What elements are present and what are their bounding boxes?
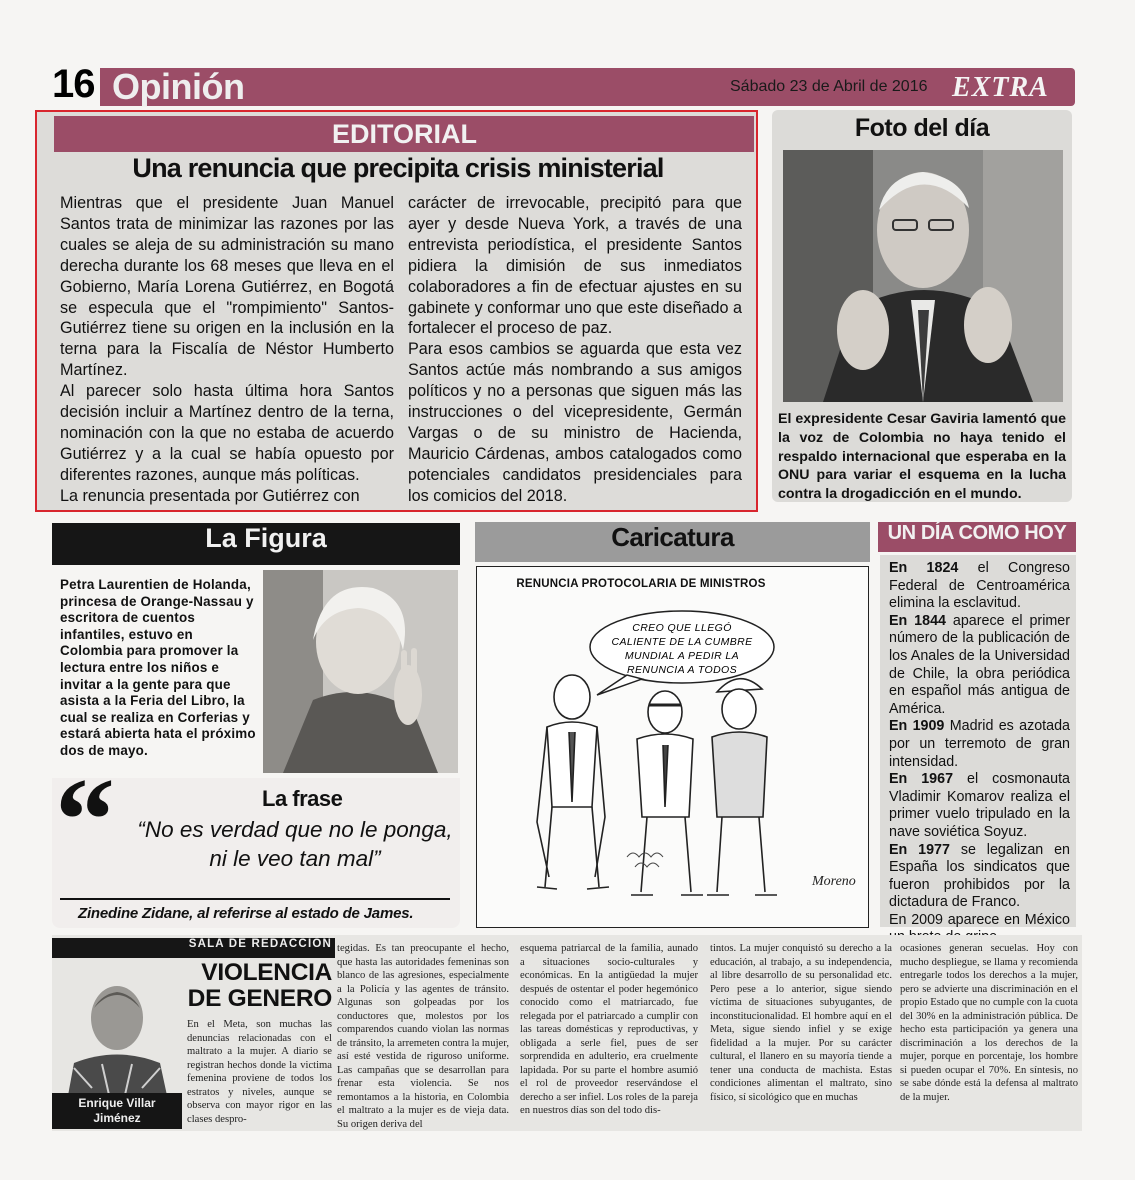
entry-year: En 1967 <box>889 771 954 788</box>
man-speaking-photo <box>783 150 1063 402</box>
cartoonist-signature: Moreno <box>812 874 856 889</box>
entry-year: En 1844 <box>889 612 946 629</box>
sala-headline-line: VIOLENCIA <box>201 959 332 986</box>
la-frase-author: Zinedine Zidane, al referirse al estado de James. <box>78 905 414 922</box>
columnist-name-line: Enrique Villar <box>78 1096 156 1110</box>
list-item <box>889 560 1070 613</box>
divider <box>60 898 450 900</box>
list-item <box>889 771 1070 841</box>
un-dia-como-hoy-title: UN DÍA COMO HOY <box>887 522 1067 544</box>
bubble-line: RENUNCIA A TODOS <box>626 664 738 676</box>
entry-year: En 1824 <box>889 560 959 576</box>
photo-of-day-caption: El expresidente Cesar Gaviria lamentó que la voz de Colombia no haya tenido el respaldo internacional que esperaba en la ONU para variar el esquema en la lucha contra la drogadicción en el mundo. <box>778 411 1066 503</box>
photo-of-day-title: Foto del día <box>854 114 990 142</box>
bubble-line: CALIENTE DE LA CUMBRE <box>611 636 753 648</box>
woman-waving-photo <box>263 570 458 773</box>
editorial-column-2 <box>408 193 742 507</box>
entry-text: el cosmonauta Vladimir Komarov realiza el primer vuelo tripulado en la nave soviética Soyuz. <box>889 771 1070 840</box>
sala-headline <box>170 960 332 1012</box>
sala-column: esquema patriarcal de la familia, aunado a situaciones socio-culturales y económicas. En la antigüedad la mujer después de ostentar el poder hegemónico conocido como el matriarcado, fue relegada por el patriarcado a cumplir con las tareas domésticas y reproductivas, y obligada a serle fiel, pues de ser sorprendida en adulterio, era cruelmente lapidada. Por su parte el hombre asumió el rol de proveedor reservándose el derecho a ser infiel. Los roles de la pareja en nuestros días son del todo dis- <box>520 943 698 1116</box>
editorial-paragraph: Al parecer solo hasta última hora Santos decisión incluir a Martínez dentro de la terna, nominación con la que no estaba de acuerdo Gutiérrez y a la cual se había opuesto por diferentes razones, aunque más políticas. <box>60 382 394 484</box>
columnist-name-line: Jiménez <box>93 1111 141 1125</box>
caricatura-frame <box>476 566 869 928</box>
la-figura-title: La Figura <box>205 523 327 553</box>
publication-date: Sábado 23 de Abril de 2016 <box>730 78 928 95</box>
un-dia-como-hoy-list <box>889 560 1070 947</box>
page-number: 16 <box>52 62 95 106</box>
editorial-paragraph: Mientras que el presidente Juan Manuel Santos trata de minimizar las razones por las cuales se aleja de su administración su mano derecha durante los 68 meses que lleva en el Gobierno, María Lorena Gutiérrez, en Bogotá se especula que el "rompimiento" Santos-Gutiérrez tiene su origen en la inclusión en la terna para la Fiscalía de Néstor Humberto Martínez. <box>60 194 394 380</box>
entry-text: Madrid es azotada por un terremoto de gran intensidad. <box>889 718 1071 770</box>
editorial-paragraph: Para esos cambios se aguarda que esta vez Santos actúe más nombrando a sus amigos políticos y no a personas que siguen más las instrucciones o del vicepresidente, Germán Vargas o de su ministro de Hacienda, Mauricio Cárdenas, ambos catalogados como potenciales candidatos presidenciales para los comicios del 2018. <box>408 340 742 505</box>
sala-label: SALA DE REDACCIÓN <box>188 938 332 950</box>
sala-headline-line: DE GENERO <box>187 985 332 1012</box>
columnist-name <box>52 1096 182 1126</box>
section-title: Opinión <box>112 66 245 107</box>
bubble-line: MUNDIAL A PEDIR LA <box>624 650 740 662</box>
la-figura-text: Petra Laurentien de Holanda, princesa de Orange-Nassau y escritora de cuentos infantiles, estuvo en Colombia para promover la lectura entre los niños e invitar a la gente para que asista a la Feria del Libro, la cual se realiza en Corferias y estará abierta hata el próximo dos de mayo. <box>60 577 256 758</box>
quote-mark-icon: “ <box>55 753 105 886</box>
header-bar <box>100 68 1075 106</box>
la-frase-quote: “No es verdad que no le ponga, ni le veo tan mal” <box>137 817 453 871</box>
editorial-label: EDITORIAL <box>332 119 478 149</box>
list-item <box>889 718 1070 771</box>
editorial-column-1 <box>60 193 394 507</box>
entry-year: En 1977 <box>889 841 950 858</box>
caricatura-title: Caricatura <box>611 522 734 552</box>
sala-column: tintos. La mujer conquistó su derecho a la educación, al trabajo, a su independencia, al libre desarrollo de su personalidad etc. Pero pese a lo anterior, sigue siendo víctima de situaciones subyugantes, de inconstitucionalidad. El hombre aquí en el Meta, sigue siendo infiel y se exige fidelidad a la mujer. Por su carácter cultural, el llanero en su mayoría tiende a tener una conducta de machista. Estas condiciones alimentan el maltrato, sino físico, sí sicológico que en muchas <box>710 943 892 1103</box>
bubble-line: CREO QUE LLEGÓ <box>632 622 732 634</box>
entry-text: En 2009 aparece en México <box>889 911 1070 928</box>
entry-text: el Congreso Federal de Centroamérica elimina la esclavitud. <box>889 560 1070 612</box>
entry-year: En 1909 <box>889 718 945 735</box>
caricatura-caption: RENUNCIA PROTOCOLARIA DE MINISTROS <box>516 578 766 590</box>
photo-of-day-image <box>783 150 1063 402</box>
cartoon-drawing <box>477 567 867 925</box>
list-item <box>889 613 1070 719</box>
entry-text: aparece el primer número de la publicación de los Anales de la Universidad de Chile, la obra periódica en español más antigua de América. <box>889 612 1070 717</box>
brand-logo: EXTRA <box>952 72 1049 103</box>
sala-column: tegidas. Es tan preocupante el hecho, que hasta las autoridades femeninas son blanco de las agresiones, especialmente a la Policía y las agentes de tránsito. Algunas son golpeadas por los conductores que, molestos por los comparendos cuando violan las normas de tránsito, la arremeten contra la mujer, así esté vestida de riguroso uniforme. Las campañas que se desarrollan para frenar esta violencia. Se nos remontamos a la historia, en Colombia el maltrato a la mujer es de vieja data. Su origen deriva del <box>337 943 509 1130</box>
entry-text: se legalizan en España los sindicatos que fueron prohibidos por la dictadura de Franco. <box>889 841 1071 911</box>
sala-column: ocasiones generan secuelas. Hoy con mucho despliegue, se llama y recomienda entregarle todos los derechos a la mujer, pero se advierte una discriminación en el propio Estado que no cumple con la cuota del 30% en la administración pública. De hecho esta participación ya genera una discriminación a los derechos de la mujer, porque en porcentaje, los hombre si pueden ocupar el 70%. En síntesis, no se sabe dónde está la defensa al maltrato de la mujer. <box>900 943 1078 1103</box>
sala-column: En el Meta, son muchas las denuncias relacionadas con el maltrato a la mujer. A diario se registran hechos donde la victima femenina proviene de todos los estratos y niveles, aunque se observa con mayor rigor en las clases despro- <box>187 1019 332 1125</box>
list-item <box>889 842 1070 912</box>
la-figura-photo <box>263 570 458 773</box>
editorial-paragraph: La renuncia presentada por Gutiérrez con <box>60 486 360 505</box>
editorial-paragraph: carácter de irrevocable, precipitó para que ayer y desde Nueva York, a través de una entrevista periodística, el presidente Santos pidiera la dimisión de sus inmediatos colaboradores a fin de efectuar ajustes en su gabinete y conformar uno que este diseñado a fortalecer el proceso de paz. <box>408 194 742 338</box>
la-frase-title: La frase <box>262 786 343 811</box>
editorial-headline: Una renuncia que precipita crisis ministerial <box>132 153 664 183</box>
